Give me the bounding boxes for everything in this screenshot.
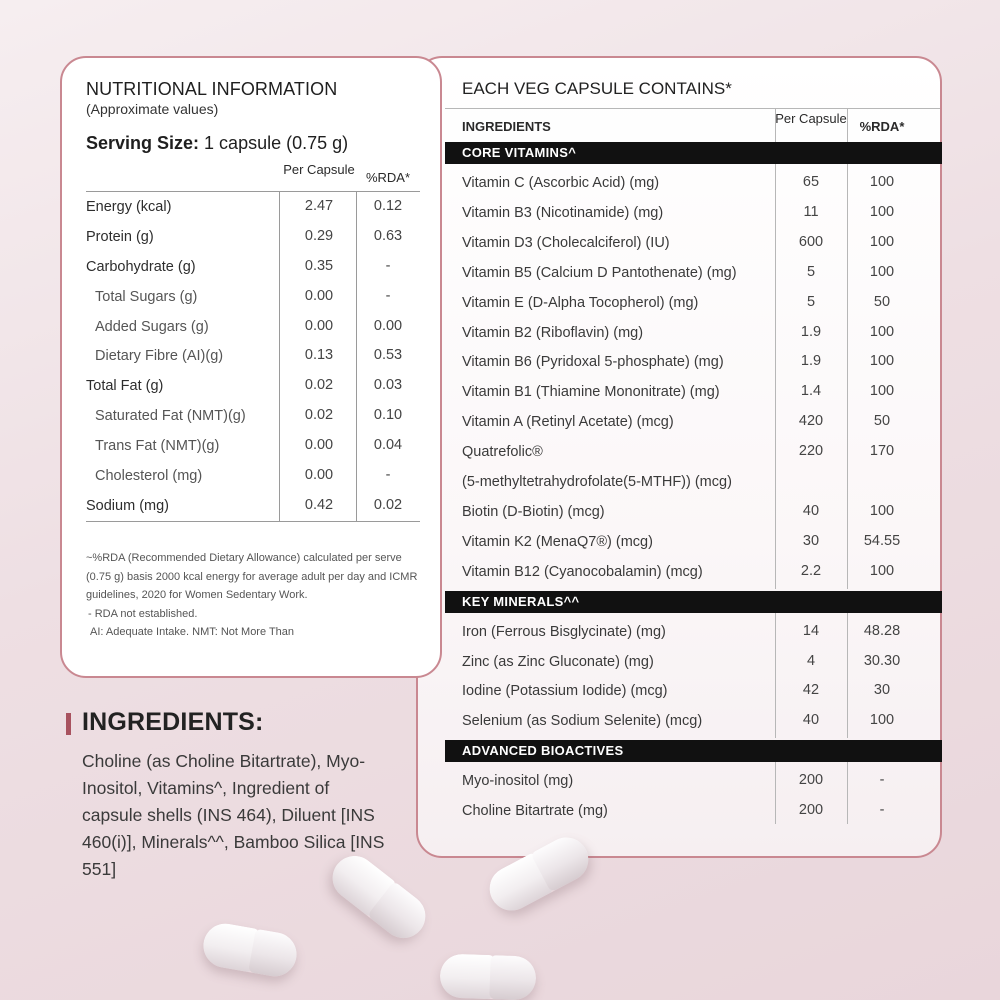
capsule-pill-image <box>439 953 536 1000</box>
column-divider <box>847 613 848 739</box>
ingredient-per-capsule: 30 <box>802 532 820 549</box>
ingredient-per-capsule: 5 <box>806 293 816 310</box>
nutrient-name: Protein (g) <box>86 228 154 245</box>
ingredient-rda: 100 <box>869 203 895 220</box>
ingredient-name: Iodine (Potassium Iodide) (mcg) <box>462 683 668 700</box>
ingredient-row <box>445 557 942 587</box>
nutrient-rda: 0.03 <box>373 377 403 394</box>
ingredient-name: Vitamin K2 (MenaQ7®) (mcg) <box>462 533 653 550</box>
ingredient-name: Vitamin D3 (Cholecalciferol) (IU) <box>462 234 670 251</box>
ingredients-block <box>66 708 386 883</box>
ingredient-per-capsule: 2.2 <box>800 562 822 579</box>
ingredient-rda: 100 <box>869 353 895 370</box>
nutrient-rda: 0.53 <box>373 347 403 364</box>
nutrition-notes <box>86 549 426 642</box>
ingredient-row <box>445 796 942 826</box>
ingredients-title <box>66 708 386 737</box>
ingredient-row <box>445 198 942 228</box>
ingredient-per-capsule: 420 <box>798 413 824 430</box>
ingredient-row <box>445 168 942 198</box>
ingredient-rda: 50 <box>873 293 891 310</box>
ingredient-per-capsule: 4 <box>806 652 816 669</box>
nutrient-name: Sodium (mg) <box>86 497 169 514</box>
ingredient-per-capsule: 14 <box>802 622 820 639</box>
ingredient-rda: 100 <box>869 712 895 729</box>
ingredient-rda: 170 <box>869 443 895 460</box>
nutrient-name: Energy (kcal) <box>86 199 172 215</box>
ingredient-row <box>445 617 942 647</box>
ingredient-per-capsule: 220 <box>798 443 824 460</box>
nutrient-rda: 0.00 <box>373 317 403 334</box>
ingredient-rda: - <box>879 802 885 819</box>
ingredients-title-text: INGREDIENTS: <box>82 708 264 736</box>
ingredient-rda: 100 <box>869 383 895 400</box>
ingredient-per-capsule: 11 <box>803 203 819 220</box>
column-divider <box>775 613 776 739</box>
ingredient-name: Quatrefolic® <box>462 444 543 461</box>
ingredient-name: Choline Bitartrate (mg) <box>462 803 608 820</box>
nutrient-per-capsule: 2.47 <box>304 198 334 214</box>
ingredient-per-capsule: 42 <box>802 682 820 699</box>
nutrition-row <box>86 461 420 491</box>
nutrient-per-capsule: 0.00 <box>304 467 334 484</box>
ingredient-per-capsule: 40 <box>802 712 820 729</box>
nutrient-rda: 0.04 <box>373 437 403 454</box>
nutrition-title: NUTRITIONAL INFORMATION <box>86 79 338 99</box>
ingredient-rda: 50 <box>873 413 891 430</box>
nutrient-rda: 0.10 <box>373 407 403 424</box>
section-header: CORE VITAMINS^ <box>445 142 942 164</box>
nutrient-rda: 0.63 <box>373 227 403 244</box>
nutrition-row <box>86 192 420 222</box>
nutrient-per-capsule: 0.35 <box>304 257 334 274</box>
nutrition-row <box>86 431 420 461</box>
ingredient-per-capsule: 600 <box>798 233 824 250</box>
serving-label: Serving Size: <box>86 133 200 153</box>
ingredient-name: Vitamin B5 (Calcium D Pantothenate) (mg) <box>462 264 737 281</box>
nutrition-row <box>86 401 420 431</box>
ingredient-row <box>445 407 942 437</box>
ingredient-row <box>445 258 942 288</box>
ingredient-name: Vitamin B2 (Riboflavin) (mg) <box>462 324 644 341</box>
nutrient-rda: - <box>385 257 391 274</box>
nutrient-rda: - <box>385 467 391 484</box>
ingredient-per-capsule: 1.9 <box>800 323 822 340</box>
capsule-pill-image <box>200 920 300 980</box>
nutrient-name: Dietary Fibre (AI)(g) <box>95 348 224 365</box>
nutrient-per-capsule: 0.13 <box>304 347 334 364</box>
nutrient-per-capsule: 0.29 <box>304 227 334 244</box>
nutrient-per-capsule: 0.02 <box>304 407 334 424</box>
ingredient-name: Vitamin E (D-Alpha Tocopherol) (mg) <box>462 294 699 311</box>
ingredient-row <box>445 288 942 318</box>
ingredient-rda: 100 <box>869 263 895 280</box>
ingredient-name: Vitamin A (Retinyl Acetate) (mcg) <box>462 414 674 431</box>
ingredient-name: Myo-inositol (mg) <box>462 773 574 790</box>
ingredient-per-capsule: 200 <box>798 802 824 819</box>
nutrient-per-capsule: 0.42 <box>304 496 334 513</box>
rda-note: ~%RDA (Recommended Dietary Allowance) calculated per serve (0.75 g) basis 2000 kcal energy for average adult per day and ICMR guidelines, 2020 for Women Sedentary Work. <box>86 552 418 601</box>
nutrition-row <box>86 222 420 252</box>
ingredient-row <box>445 676 942 706</box>
column-divider <box>847 164 848 589</box>
ingredient-per-capsule: 200 <box>798 772 824 789</box>
nutrient-rda: 0.12 <box>373 198 403 214</box>
ingredient-rda: 100 <box>869 233 895 250</box>
section-header: KEY MINERALS^^ <box>445 591 942 613</box>
nutrition-row <box>86 371 420 401</box>
ingredient-row <box>445 766 942 796</box>
ingredient-row <box>445 497 942 527</box>
ingredient-row <box>445 437 942 491</box>
column-divider <box>847 109 848 142</box>
nutrient-name: Trans Fat (NMT)(g) <box>95 438 220 455</box>
ingredient-name: Vitamin B3 (Nicotinamide) (mg) <box>462 204 664 221</box>
ingredient-name: Vitamin B1 (Thiamine Mononitrate) (mg) <box>462 384 720 401</box>
serving-value: 1 capsule (0.75 g) <box>199 133 349 153</box>
column-divider <box>775 164 776 589</box>
nutrition-table-header <box>86 160 420 192</box>
rda-not-established-note: - RDA not established. <box>88 607 198 620</box>
ingredient-name: Vitamin B12 (Cyanocobalamin) (mcg) <box>462 563 703 580</box>
capsule-contents-title: EACH VEG CAPSULE CONTAINS* <box>462 79 732 98</box>
nutrition-row <box>86 341 420 371</box>
ingredient-rda: - <box>879 772 885 789</box>
ingredient-rda: 54.55 <box>863 532 901 549</box>
ingredient-rda: 30 <box>873 682 891 699</box>
col-ingredients: INGREDIENTS <box>462 119 551 134</box>
ingredient-per-capsule: 5 <box>806 263 816 280</box>
nutrient-name: Added Sugars (g) <box>95 318 209 335</box>
nutrient-per-capsule: 0.02 <box>304 377 334 394</box>
col-per-capsule: Per Capsule <box>283 162 355 177</box>
ingredient-rda: 100 <box>869 502 895 519</box>
nutrition-table <box>86 160 420 522</box>
ingredient-row <box>445 318 942 348</box>
nutrient-name: Cholesterol (mg) <box>95 468 203 485</box>
ingredient-per-capsule: 40 <box>802 502 820 519</box>
ingredient-name: Vitamin C (Ascorbic Acid) (mg) <box>462 175 660 191</box>
nutrition-table-body <box>86 192 420 521</box>
ingredient-name: Zinc (as Zinc Gluconate) (mg) <box>462 653 654 670</box>
ingredient-row <box>445 228 942 258</box>
ingredient-rda: 100 <box>869 174 895 190</box>
column-divider <box>847 762 848 824</box>
nutrient-per-capsule: 0.00 <box>304 317 334 334</box>
ingredient-rda: 100 <box>869 562 895 579</box>
nutrient-name: Total Fat (g) <box>86 378 164 395</box>
ingredient-row <box>445 527 942 557</box>
ingredients-text: Choline (as Choline Bitartrate), Myo-Inositol, Vitamins^, Ingredient of capsule shells (INS 464), Diluent [INS 460(i)], Minerals^^, Bamboo Silica [INS 551] <box>82 751 385 879</box>
column-divider <box>775 109 776 142</box>
ingredient-per-capsule: 1.9 <box>800 353 822 370</box>
capsule-table-header <box>445 109 940 141</box>
nutrient-name: Saturated Fat (NMT)(g) <box>95 408 246 425</box>
nutrition-row <box>86 282 420 312</box>
nutrition-row <box>86 491 420 521</box>
nutrient-per-capsule: 0.00 <box>304 287 334 304</box>
ingredient-name-continued: (5-methyltetrahydrofolate(5-MTHF)) (mcg) <box>462 474 732 491</box>
ingredient-name: Biotin (D-Biotin) (mcg) <box>462 503 605 520</box>
nutrient-name: Total Sugars (g) <box>95 288 198 305</box>
ingredient-per-capsule: 1.4 <box>800 383 822 400</box>
nutrient-rda: 0.02 <box>373 496 403 513</box>
nutrient-name: Carbohydrate (g) <box>86 258 196 275</box>
nutrient-per-capsule: 0.00 <box>304 437 334 454</box>
col-per-capsule: Per Capsule <box>775 111 847 126</box>
col-rda: %RDA* <box>365 170 411 185</box>
ingredient-row <box>445 377 942 407</box>
section-header: ADVANCED BIOACTIVES <box>445 740 942 762</box>
nutrition-row <box>86 252 420 282</box>
ingredient-name: Iron (Ferrous Bisglycinate) (mg) <box>462 623 666 640</box>
ingredient-rda: 48.28 <box>863 622 901 639</box>
ingredient-name: Selenium (as Sodium Selenite) (mcg) <box>462 713 703 730</box>
col-rda: %RDA* <box>859 119 905 134</box>
abbreviation-note: AI: Adequate Intake. NMT: Not More Than <box>90 626 295 638</box>
ingredient-row <box>445 706 942 736</box>
ingredient-row <box>445 647 942 677</box>
nutrition-card <box>60 56 442 678</box>
serving-size <box>86 133 348 154</box>
nutrient-rda: - <box>385 287 391 304</box>
ingredient-name: Vitamin B6 (Pyridoxal 5-phosphate) (mg) <box>462 354 724 371</box>
column-divider <box>775 762 776 824</box>
ingredient-per-capsule: 65 <box>802 174 820 190</box>
capsule-contents-card <box>416 56 942 858</box>
ingredient-rda: 30.30 <box>863 652 901 669</box>
nutrition-table-bottom-rule <box>86 521 420 522</box>
nutrition-row <box>86 312 420 342</box>
ingredient-rda: 100 <box>869 323 895 340</box>
nutrition-subtitle: (Approximate values) <box>86 101 219 117</box>
ingredient-row <box>445 347 942 377</box>
accent-bar <box>66 713 71 735</box>
